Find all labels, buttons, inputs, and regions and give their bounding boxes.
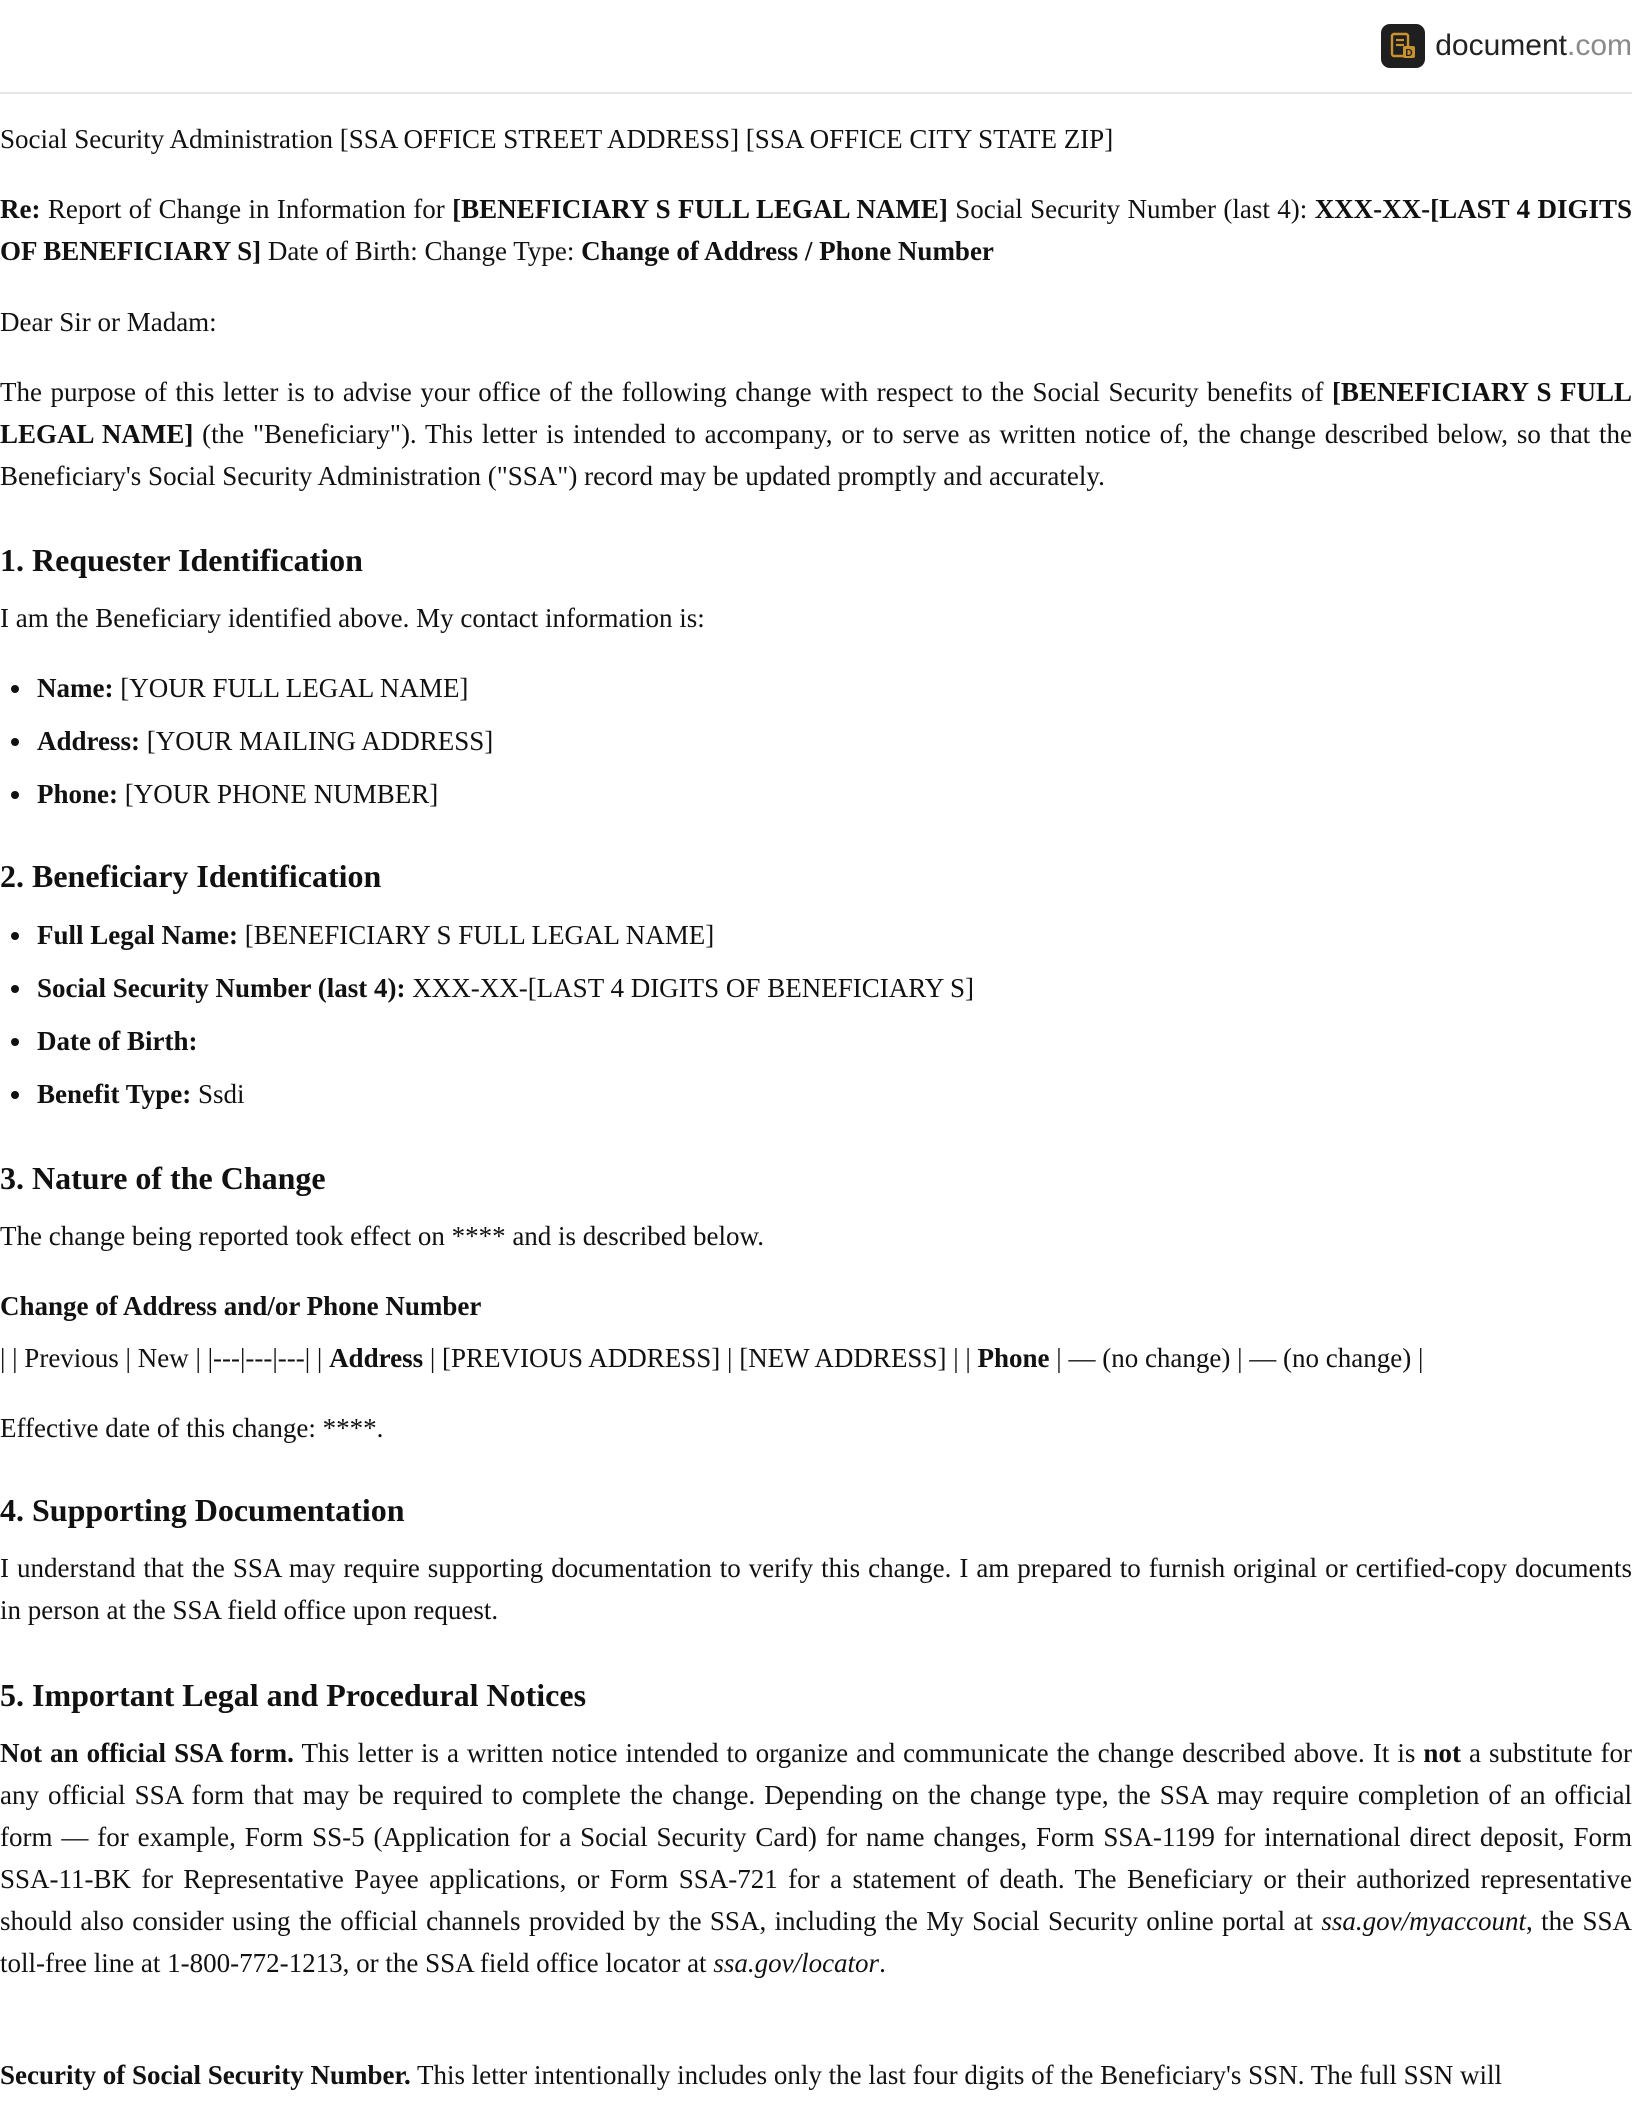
beneficiary-list [0, 914, 1632, 1115]
section-4-text: I understand that the SSA may require supporting documentation to verify this change. I am prepared to furnish original or certified-copy documents in person at the SSA field office upon request. [0, 1553, 1632, 1625]
notice-paragraph: Not an official SSA form. This letter is a written notice intended to organize and communicate the change described above. It is not a substitute for any official SSA form that may be required to complete the change. Depending on the change type, the SSA may require completion of an official form — for example, Form SS-5 (Application for a Social Security Card) for name changes, Form SSA-1199 for international direct deposit, Form SSA-11-BK for Representative Payee applications, or Form SSA-721 for a statement of death. The Beneficiary or their authorized representative should also consider using the official channels provided by the SSA, including the My Social Security online portal at ssa.gov/myaccount, the SSA toll-free line at 1-800-772-1213, or the SSA field office locator at ssa.gov/locator. [0, 1738, 1632, 1978]
section-3-heading: 3. Nature of the Change [0, 1160, 326, 1196]
security-paragraph: Security of Social Security Number. This letter intentionally includes only the last four digits of the Beneficiary's SSN. The full SSN will [0, 2060, 1502, 2090]
requester-list [0, 667, 1632, 815]
top-bar [0, 0, 1632, 94]
brand-name: document.com [1435, 29, 1632, 62]
list-item: Benefit Type: Ssdi [37, 1073, 1632, 1115]
salutation: Dear Sir or Madam: [0, 307, 217, 337]
change-table-text: | | Previous | New | |---|---|---| | Address | [PREVIOUS ADDRESS] | [NEW ADDRESS] | | Phone | — (no change) | — (no change) | [0, 1343, 1424, 1373]
change-subheading: Change of Address and/or Phone Number [0, 1291, 482, 1321]
section-5-heading: 5. Important Legal and Procedural Notices [0, 1677, 587, 1713]
section-4-heading: 4. Supporting Documentation [0, 1492, 405, 1528]
section-3-text: The change being reported took effect on **** and is described below. [0, 1221, 764, 1251]
re-line: Re: Report of Change in Information for [BENEFICIARY S FULL LEGAL NAME] Social Security Number (last 4): XXX-XX-[LAST 4 DIGITS OF BENEFICIARY S] Date of Birth: Change Type: Change of Address / Phone Number [0, 194, 1632, 266]
list-item: Phone: [YOUR PHONE NUMBER] [37, 773, 1632, 815]
list-item: Date of Birth: [37, 1020, 1632, 1062]
list-item: Name: [YOUR FULL LEGAL NAME] [37, 667, 1632, 709]
section-1-heading: 1. Requester Identification [0, 542, 363, 578]
svg-text:D: D [1405, 48, 1413, 59]
list-item: Social Security Number (last 4): XXX-XX-[LAST 4 DIGITS OF BENEFICIARY S] [37, 967, 1632, 1009]
address-line: Social Security Administration [SSA OFFICE STREET ADDRESS] [SSA OFFICE CITY STATE ZIP] [0, 124, 1114, 154]
effective-date: Effective date of this change: ****. [0, 1413, 384, 1443]
intro-paragraph: The purpose of this letter is to advise your office of the following change with respect to the Social Security benefits of [BENEFICIARY S FULL LEGAL NAME] (the "Beneficiary"). This letter is intended to accompany, or to serve as written notice of, the change described below, so that the Beneficiary's Social Security Administration ("SSA") record may be updated promptly and accurately. [0, 377, 1632, 491]
document-logo-icon [1381, 24, 1425, 68]
section-1-text: I am the Beneficiary identified above. My contact information is: [0, 603, 705, 633]
list-item: Address: [YOUR MAILING ADDRESS] [37, 720, 1632, 762]
brand-logo[interactable] [1381, 24, 1632, 68]
section-2-heading: 2. Beneficiary Identification [0, 858, 382, 894]
list-item: Full Legal Name: [BENEFICIARY S FULL LEGAL NAME] [37, 914, 1632, 956]
